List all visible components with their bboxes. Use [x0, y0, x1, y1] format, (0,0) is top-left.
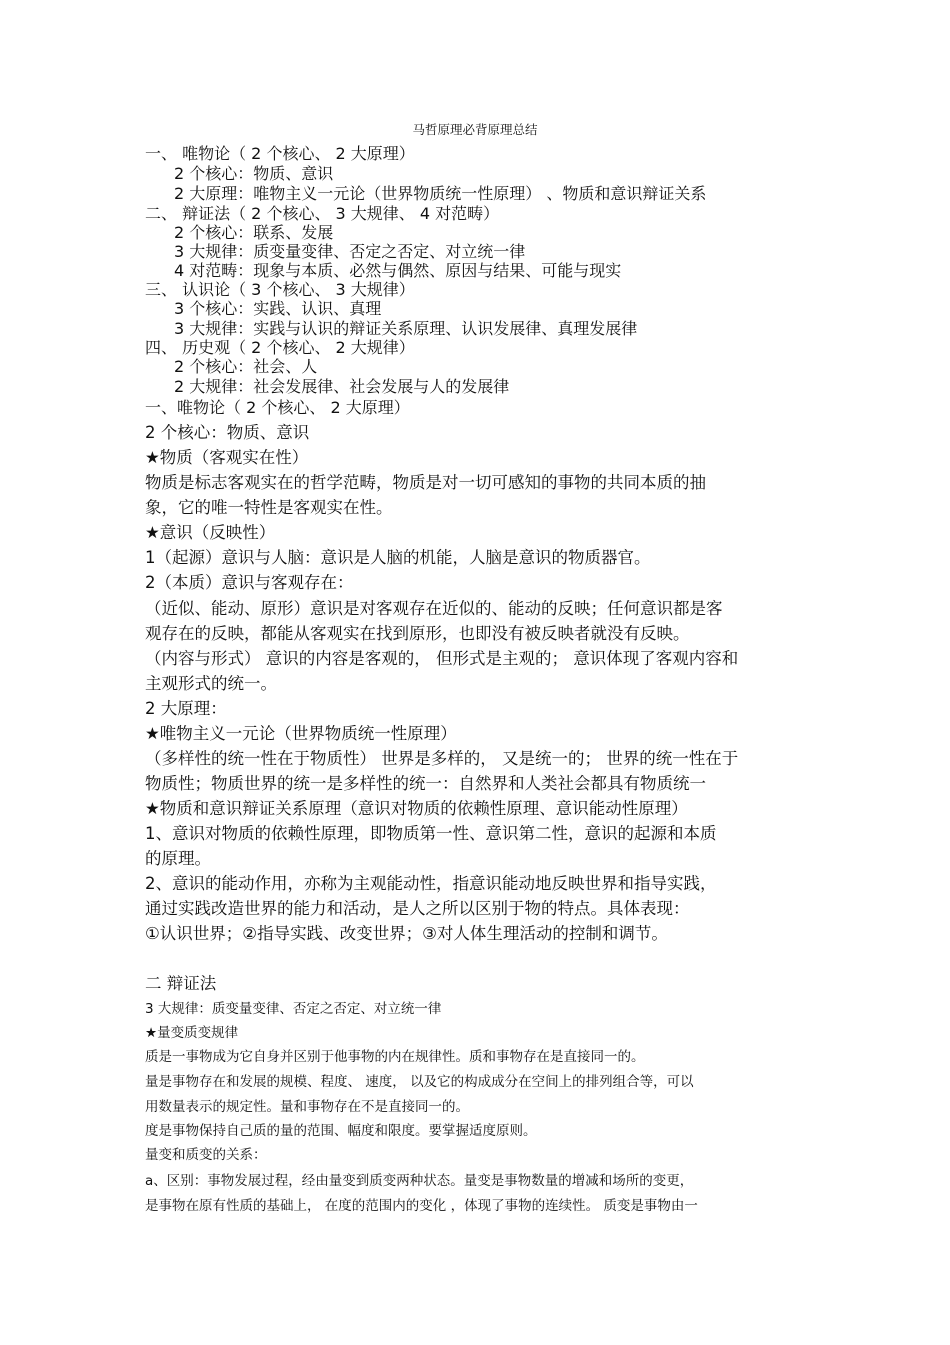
section-heading: 二 辩证法	[145, 974, 217, 993]
star-heading: ★物质和意识辩证关系原理（意识对物质的依赖性原理、意识能动性原理）	[145, 799, 688, 818]
small-paragraph-line: 3 大规律：质变量变律、否定之否定、对立统一律	[145, 1001, 442, 1017]
outline-heading-3: 三、 认识论（ 3 个核心、 3 大规律）	[145, 280, 415, 299]
paragraph-line: 观存在的反映，都能从客观实在找到原形，也即没有被反映者就没有反映。	[145, 624, 690, 643]
paragraph-line: 象，它的唯一特性是客观实在性。	[145, 498, 393, 517]
paragraph-line: 2 大原理：	[145, 699, 227, 718]
paragraph-line: （多样性的统一性在于物质性） 世界是多样的， 又是统一的； 世界的统一性在于	[145, 749, 739, 768]
paragraph-line: （内容与形式） 意识的内容是客观的， 但形式是主观的； 意识体现了客观内容和	[145, 649, 739, 668]
paragraph-line: 物质是标志客观实在的哲学范畴，物质是对一切可感知的事物的共同本质的抽	[145, 473, 706, 492]
small-paragraph-line: 质是一事物成为它自身并区别于他事物的内在规律性。质和事物存在是直接同一的。	[145, 1049, 645, 1065]
paragraph-line: 2 个核心：物质、意识	[145, 423, 310, 442]
small-paragraph-line: 量是事物存在和发展的规模、程度、 速度， 以及它的构成成分在空间上的排列组合等，可以	[145, 1074, 694, 1090]
paragraph-line: 的原理。	[145, 849, 211, 868]
outline-item: 2 大规律：社会发展律、社会发展与人的发展律	[174, 377, 510, 396]
paragraph-line: 1、意识对物质的依赖性原理，即物质第一性、意识第二性，意识的起源和本质	[145, 824, 717, 843]
paragraph-line: 通过实践改造世界的能力和活动，是人之所以区别于物的特点。具体表现：	[145, 899, 690, 918]
star-heading: ★唯物主义一元论（世界物质统一性原理）	[145, 724, 457, 743]
section-heading: 一、唯物论（ 2 个核心、 2 大原理）	[145, 398, 410, 417]
document-title: 马哲原理必背原理总结	[412, 122, 538, 137]
small-paragraph-line: a、区别：事物发展过程，经由量变到质变两种状态。量变是事物数量的增减和场所的变更，	[145, 1173, 694, 1189]
paragraph-line: 物质性；物质世界的统一是多样性的统一：自然界和人类社会都具有物质统一	[145, 774, 706, 793]
outline-item: 4 对范畴：现象与本质、必然与偶然、原因与结果、可能与现实	[174, 261, 622, 280]
outline-heading-2: 二、 辩证法（ 2 个核心、 3 大规律、 4 对范畴）	[145, 204, 500, 223]
paragraph-line: 2（本质）意识与客观存在：	[145, 573, 354, 592]
paragraph-line: 主观形式的统一。	[145, 674, 277, 693]
small-paragraph-line: 是事物在原有性质的基础上， 在度的范围内的变化 ，体现了事物的连续性。 质变是事物由一	[145, 1198, 698, 1214]
small-star-heading: ★量变质变规律	[145, 1025, 239, 1041]
star-heading: ★意识（反映性）	[145, 523, 276, 542]
paragraph-line: 1（起源）意识与人脑：意识是人脑的机能，人脑是意识的物质器官。	[145, 548, 651, 567]
outline-item: 3 大规律：质变量变律、否定之否定、对立统一律	[174, 242, 526, 261]
outline-item: 2 个核心：联系、发展	[174, 223, 334, 242]
small-paragraph-line: 量变和质变的关系：	[145, 1147, 267, 1163]
outline-item: 2 大原理：唯物主义一元论（世界物质统一性原理） 、物质和意识辩证关系	[174, 184, 707, 203]
paragraph-line: （近似、能动、原形）意识是对客观存在近似的、能动的反映；任何意识都是客	[145, 599, 723, 618]
star-heading: ★物质（客观实在性）	[145, 448, 309, 467]
small-paragraph-line: 用数量表示的规定性。量和事物存在不是直接同一的。	[145, 1099, 469, 1115]
outline-item: 3 大规律：实践与认识的辩证关系原理、认识发展律、真理发展律	[174, 319, 638, 338]
paragraph-line: ①认识世界；②指导实践、改变世界；③对人体生理活动的控制和调节。	[145, 924, 668, 943]
small-paragraph-line: 度是事物保持自己质的量的范围、幅度和限度。要掌握适度原则。	[145, 1123, 537, 1139]
outline-heading-4: 四、 历史观（ 2 个核心、 2 大规律）	[145, 338, 415, 357]
outline-heading-1: 一、 唯物论（ 2 个核心、 2 大原理）	[145, 144, 415, 163]
paragraph-line: 2、意识的能动作用，亦称为主观能动性，指意识能动地反映世界和指导实践，	[145, 874, 717, 893]
outline-item: 2 个核心：社会、人	[174, 357, 318, 376]
outline-item: 2 个核心：物质、意识	[174, 164, 334, 183]
outline-item: 3 个核心：实践、认识、真理	[174, 299, 382, 318]
